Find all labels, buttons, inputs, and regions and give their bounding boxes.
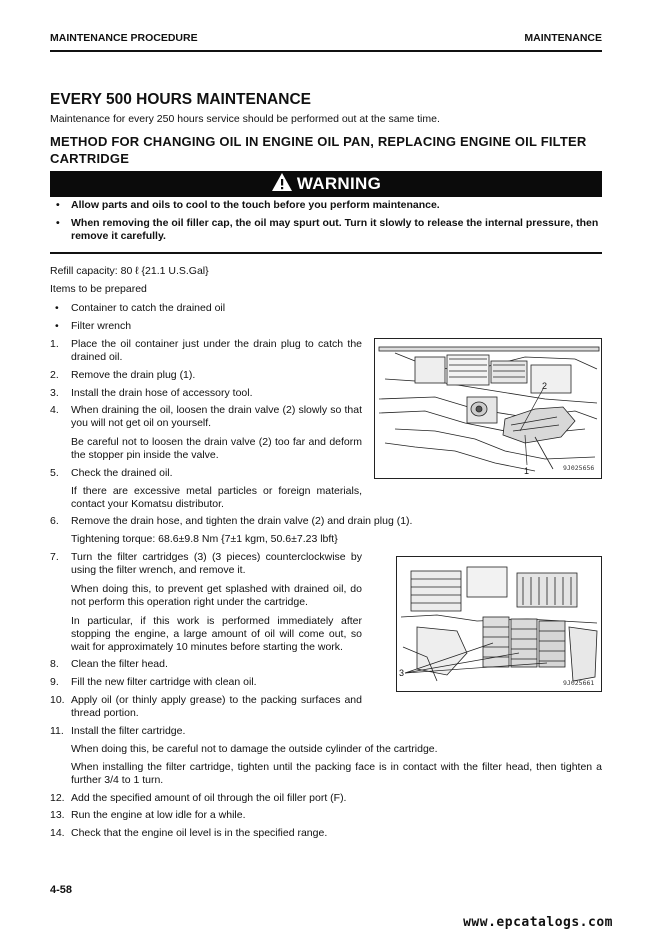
step-5-note: If there are excessive metal particles or foreign materials, contact your Komatsu distributor. [71, 485, 362, 510]
step-text: Check that the engine oil level is in the specified range. [71, 827, 328, 839]
warning-item: • When removing the oil filler cap, the oil may spurt out. Turn it slowly to release the internal pressure, then remove it carefully. [50, 217, 602, 243]
header-rule [50, 50, 602, 52]
callout-2: 2 [542, 381, 548, 391]
step-number: 2. [50, 369, 59, 381]
step-number: 3. [50, 387, 59, 399]
step-4-caution: Be careful not to loosen the drain valve (2) too far and deform the stopper pin inside the valve. [71, 436, 362, 461]
items-label: Items to be prepared [50, 283, 147, 295]
step-7-note-b: In particular, if this work is performed immediately after stopping the engine, a large amount of oil will come out, so wait for approximately 10 minutes before starting the work. [71, 615, 362, 653]
item-filter-wrench: Filter wrench [71, 320, 132, 332]
step-text: Remove the drain hose, and tighten the drain valve (2) and drain plug (1). [71, 515, 413, 527]
warning-banner [50, 171, 602, 197]
step-text: Fill the new filter cartridge with clean oil. [71, 676, 257, 688]
step-text: Add the specified amount of oil through the oil filler port (F). [71, 792, 347, 804]
refill-capacity: Refill capacity: 80 ℓ {21.1 U.S.Gal} [50, 265, 209, 277]
step-number: 1. [50, 338, 59, 350]
step-11-note-b: When installing the filter cartridge, tighten until the packing face is in contact with the filter head, then tighten a further 3/4 to 1 turn. [71, 761, 602, 786]
step-text: Check the drained oil. [71, 467, 173, 479]
step-text: Place the oil container just under the drain plug to catch the drained oil. [71, 338, 362, 363]
warning-triangle-icon [271, 172, 293, 192]
step-number: 14. [50, 827, 65, 839]
step-text: Apply oil (or thinly apply grease) to the packing surfaces and thread portion. [71, 694, 362, 719]
step-text: When draining the oil, loosen the drain valve (2) slowly so that you will not get oil on yourself. [71, 404, 362, 429]
drain-valve-illustration [375, 339, 601, 478]
step-text: Clean the filter head. [71, 658, 168, 670]
step-number: 5. [50, 467, 59, 479]
warning-label: WARNING [296, 174, 382, 193]
filter-cartridge-illustration [397, 557, 601, 691]
page-subtitle: Maintenance for every 250 hours service should be performed out at the same time. [50, 113, 440, 125]
running-header [50, 32, 602, 46]
step-number: 11. [50, 725, 64, 737]
step-number: 7. [50, 551, 59, 563]
step-number: 8. [50, 658, 59, 670]
callout-3: 3 [399, 668, 405, 678]
step-number: 6. [50, 515, 59, 527]
callout-1: 1 [524, 466, 530, 476]
item-container: Container to catch the drained oil [71, 302, 226, 314]
watermark-link[interactable]: www.epcatalogs.com [463, 915, 613, 930]
figure-code: 9J025656 [563, 464, 595, 472]
drain-valve-figure [374, 338, 602, 479]
warning-list [50, 199, 602, 248]
warning-item: • Allow parts and oils to cool to the touch before you perform maintenance. [50, 199, 602, 212]
bullet-mark: • [55, 302, 59, 314]
step-number: 12. [50, 792, 65, 804]
step-number: 13. [50, 809, 65, 821]
step-text: Run the engine at low idle for a while. [71, 809, 246, 821]
step-text: Remove the drain plug (1). [71, 369, 196, 381]
page-number: 4-58 [50, 884, 73, 896]
header-section-title: MAINTENANCE PROCEDURE [50, 32, 198, 44]
step-text: Turn the filter cartridges (3) (3 pieces) counterclockwise by using the filter wrench, and remove it. [71, 551, 362, 576]
tightening-torque: Tightening torque: 68.6±9.8 Nm {7±1 kgm, 50.6±7.23 lbft} [71, 533, 338, 545]
filter-cartridge-figure [396, 556, 602, 692]
step-7-note-a: When doing this, to prevent get splashed with drained oil, do not perform this operation right under the cartridge. [71, 583, 362, 608]
header-chapter-title: MAINTENANCE [524, 32, 602, 44]
step-text: Install the drain hose of accessory tool. [71, 387, 253, 399]
method-title: METHOD FOR CHANGING OIL IN ENGINE OIL PAN, REPLACING ENGINE OIL FILTER CARTRIDGE [50, 134, 587, 166]
figure-code: 9J025661 [563, 679, 595, 687]
step-number: 9. [50, 676, 59, 688]
step-number: 10. [50, 694, 65, 706]
page-title: EVERY 500 HOURS MAINTENANCE [50, 91, 311, 108]
step-11-note-a: When doing this, be careful not to damage the outside cylinder of the cartridge. [71, 743, 438, 755]
step-number: 4. [50, 404, 59, 416]
bullet-mark: • [55, 320, 59, 332]
warning-rule [50, 252, 602, 254]
step-text: Install the filter cartridge. [71, 725, 186, 737]
